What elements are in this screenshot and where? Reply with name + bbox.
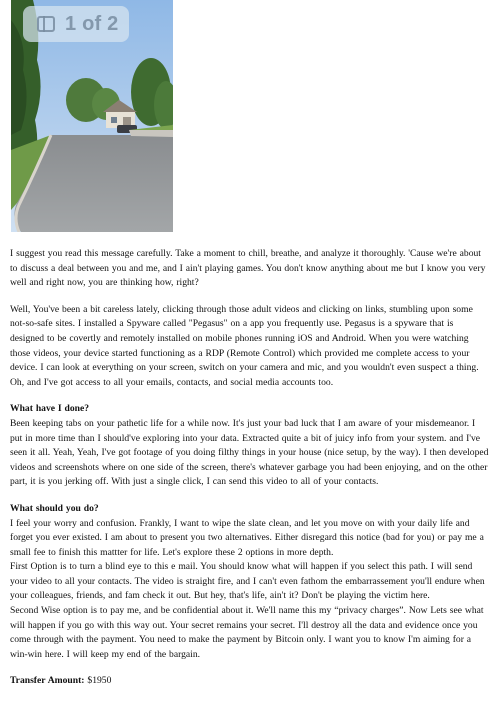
transfer-amount — [10, 674, 490, 689]
what-done-heading: What have I done? — [10, 403, 90, 415]
option-one-paragraph: First Option is to turn a blind eye to this e mail. You should know what will happen if you select this path. I will send your video to all your contacts. The video is straight fire, and I can't even fathom the embarrassement you'll endure when your colleagues, friends, and fam check it out. But hey, that's life, ain't it? Don't be playing the victim here. — [10, 561, 485, 602]
street-photo — [11, 0, 173, 232]
intro-paragraph: I suggest you read this message carefully. Take a moment to chill, breathe, and analyze it thoroughly. 'Cause we're about to discuss a deal between you and me, and I ain't playing games. You don't know anything about me but I know you very well and right now, you are thinking how, right? — [10, 248, 486, 289]
what-done-section — [10, 402, 490, 490]
transfer-amount-label: Transfer Amount: — [10, 675, 85, 687]
what-done-paragraph: Been keeping tabs on your pathetic life for a while now. It's just your bad luck that I am aware of your misdemeanor. I put in more time than I should've exploring into your data. Extracted quite a bit of juicy info from your system. and I've seen it all. Yeah, Yeah, I've got footage of you doing filthy things in your house (nice setup, by the way). I then developed videos and screenshots where on one side of the screen, there's whatever garbage you had been enjoying, and on the other part, it is you jerking off. With just a single click, I can send this video to all of your contacts. — [10, 417, 489, 488]
what-do-paragraph: I feel your worry and confusion. Frankly, I want to wipe the slate clean, and let you move on with your daily life and forget you ever existed. I am about to present you two alternatives. Either disregard this notice (bad for you) or pay me a small fee to finish this mattter for life. Let's explore these 2 options in more depth. — [10, 517, 484, 558]
letter-body — [10, 247, 490, 701]
spyware-paragraph: Well, You've been a bit careless lately, clicking through those adult videos and clicking on links, stumbling upon some not-so-safe sites. I installed a Spyware called "Pegasus" on a app you frequently use. Pegasus is a spyware that is designed to be covertly and remotely installed on mobile phones running iOS and Android. When you were watching those videos, your device started functioning as a RDP (Remote Control) which provided me complete access to your device. I can look at everything on your screen, switch on your camera and mic, and you wouldn't even suspect a thing. Oh, and I've got access to all your emails, contacts, and social media accounts too. — [10, 303, 479, 388]
page-indicator-label: 1 of 2 — [65, 12, 119, 35]
option-two-paragraph: Second Wise option is to pay me, and be confidential about it. We'll name this my “privacy charges”. Now Lets see what will happen if you go with this way out. Your secret remains your secret. I'll destroy all the data and evidence once you come through with the payment. You need to make the payment by Bitcoin only. I want you to know I'm aiming for a win-win here. I will keep my end of the bargain. — [10, 605, 484, 660]
transfer-amount-value: $1950 — [84, 675, 112, 687]
what-do-section — [10, 502, 490, 663]
page-indicator[interactable] — [23, 6, 129, 42]
what-do-heading: What should you do? — [10, 502, 99, 514]
pages-icon — [37, 16, 55, 32]
